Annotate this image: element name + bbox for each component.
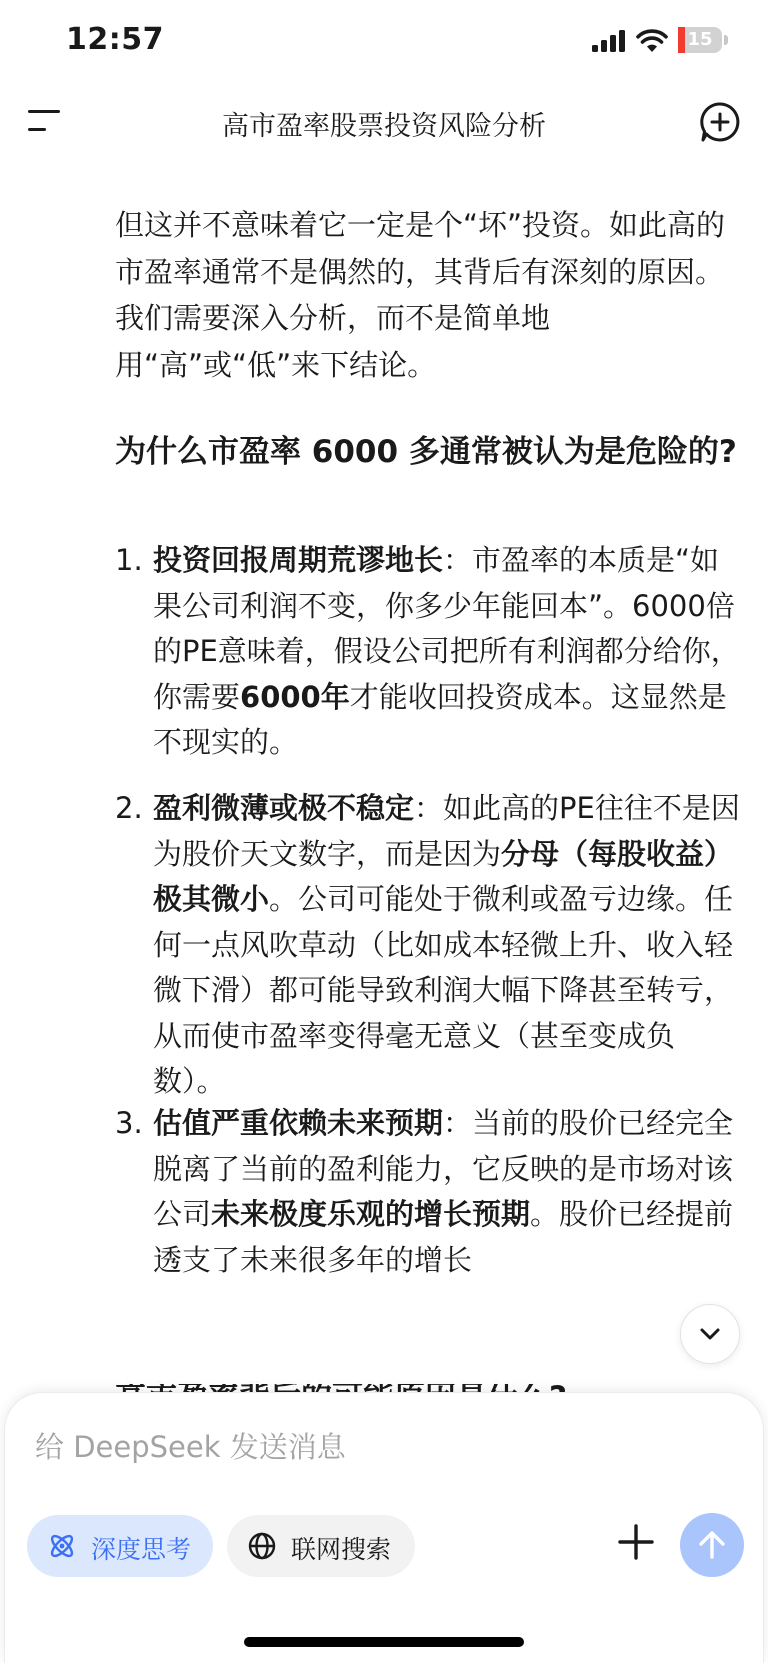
list-item-2 [115,786,740,1105]
item-title: 估值严重依赖未来预期 [153,1106,444,1140]
item-text: ：当前的股价已经完全脱离了当前的盈利能力，它反映的是市场对该公司 [153,1106,734,1231]
list-item-3 [115,1101,740,1283]
battery-body [678,27,722,53]
list-number: 3. [115,1106,143,1140]
menu-button[interactable] [28,108,64,136]
scroll-to-bottom-button[interactable] [680,1304,740,1364]
item-text: ：市盈率的本质是“如果公司利润不变，你多少年能回本”。6000倍的PE意味着，假设公司把所有利润都分给你，你需要 [153,543,740,714]
item-emphasis: 分母（每股收益）极其微小 [153,836,734,916]
item-text: 。公司可能处于微利或盈亏边缘。任何一点风吹草动（比如成本轻微上升、收入轻微下滑）都可能导致利润大幅下降甚至转亏，从而使市盈率变得毫无意义（甚至变成负数）。 [153,882,734,1098]
battery-icon [678,27,728,55]
battery-level: 15 [687,29,713,50]
item-title: 盈利微薄或极不稳定 [153,791,415,825]
item-text: 才能收回投资成本。这显然是不现实的。 [153,679,727,759]
message-input[interactable] [35,1425,725,1469]
list-number: 1. [115,543,143,577]
wifi-icon [636,28,668,54]
conversation-title: 高市盈率股票投资风险分析 [222,111,546,142]
item-text: ：如此高的PE往往不是因为股价天文数字，而是因为 [153,791,740,871]
plus-icon [611,1517,661,1567]
deep-think-label: 深度思考 [91,1535,192,1564]
list-number: 2. [115,791,143,825]
web-search-toggle[interactable] [227,1515,415,1577]
status-time: 12:57 [66,22,164,57]
item-emphasis: 未来极度乐观的增长预期 [211,1197,531,1231]
atom-icon [47,1531,77,1561]
message-composer [4,1392,764,1663]
item-text: 。股价已经提前透支了未来很多年的增长 [153,1197,734,1277]
intro-paragraph: 但这并不意味着它一定是个“坏”投资。如此高的市盈率通常不是偶然的，其背后有深刻的原因。我们需要深入分析，而不是简单地用“高”或“低”来下结论。 [115,208,726,382]
status-bar [0,0,768,84]
section-heading: 为什么市盈率 6000 多通常被认为是危险的? [115,434,737,470]
home-indicator [244,1637,524,1647]
deep-think-toggle[interactable] [27,1515,213,1577]
new-chat-button[interactable] [698,100,742,144]
globe-icon [247,1531,277,1561]
item-title: 投资回报周期荒谬地长 [153,543,444,577]
web-search-label: 联网搜索 [291,1535,392,1564]
content-fade [0,1314,768,1384]
attach-button[interactable] [611,1517,661,1567]
cellular-signal-icon [592,30,626,52]
send-button[interactable] [680,1513,744,1577]
list-item-1 [115,538,740,766]
chevron-down-icon [698,1323,722,1345]
arrow-up-icon [697,1529,727,1561]
new-chat-icon [698,100,742,144]
nav-bar [0,84,768,164]
battery-tip [724,35,728,45]
item-emphasis: 6000年 [240,679,350,714]
message-content [0,164,768,1384]
